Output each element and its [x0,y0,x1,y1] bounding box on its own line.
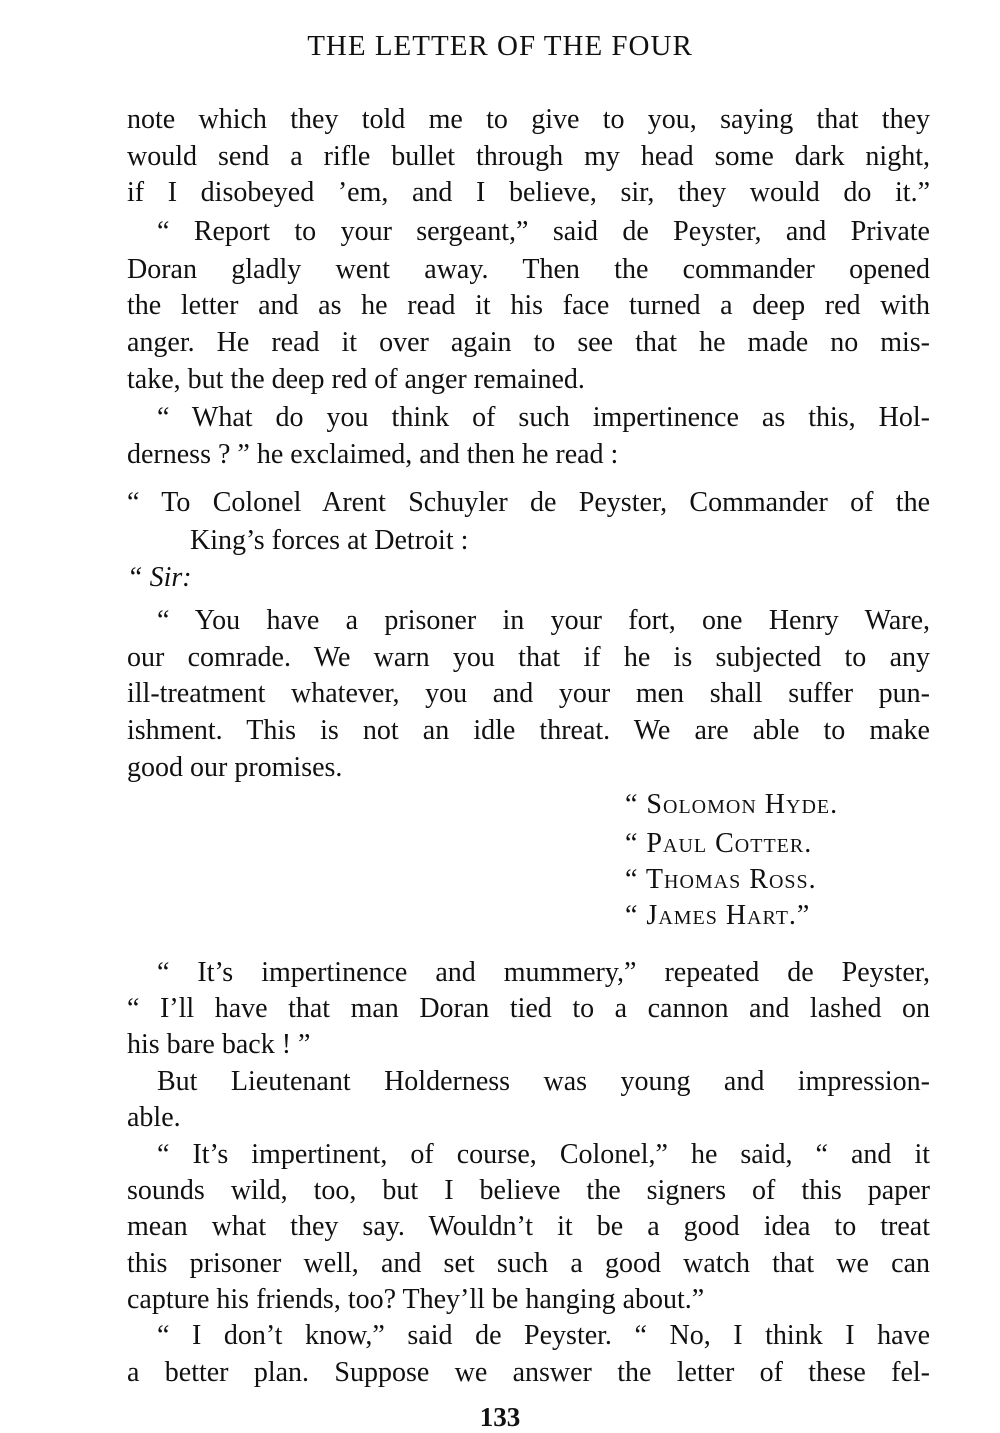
signature-line: “ Thomas Ross. [625,864,817,895]
text-line: our comrade. We warn you that if he is subjected to any [127,642,930,673]
text-line: “ Report to your sergeant,” said de Peyster, and Private [157,216,930,247]
text-line: Doran gladly went away. Then the commander opened [127,254,930,285]
text-line: “ What do you think of such impertinence as this, Hol- [157,402,930,433]
text-line: “ It’s impertinent, of course, Colonel,” he said, “ and it [157,1139,930,1170]
text-line: “ It’s impertinence and mummery,” repeated de Peyster, [157,957,930,988]
text-line: capture his friends, too? They’ll be hanging about.” [127,1284,705,1315]
text-line: able. [127,1102,181,1133]
text-line: King’s forces at Detroit : [190,525,469,556]
running-title: THE LETTER OF THE FOUR [307,30,693,62]
text-line: good our promises. [127,752,343,783]
text-line: anger. He read it over again to see that he made no mis- [127,327,930,358]
text-line: ill-treatment whatever, you and your men shall suffer pun- [127,678,930,709]
text-line: if I disobeyed ’em, and I believe, sir, they would do it.” [127,177,930,208]
text-line: derness ? ” he exclaimed, and then he read : [127,439,619,470]
text-line: note which they told me to give to you, saying that they [127,104,930,135]
page-number: 133 [479,1402,521,1432]
text-line: But Lieutenant Holderness was young and impression- [157,1066,930,1097]
text-line: “ You have a prisoner in your fort, one Henry Ware, [157,605,930,636]
signature-line: “ Paul Cotter. [625,828,813,859]
signature-line: “ Solomon Hyde. [625,789,839,820]
text-line: mean what they say. Wouldn’t it be a good idea to treat [127,1211,930,1242]
text-line: “ I’ll have that man Doran tied to a cannon and lashed on [127,993,930,1024]
text-line: sounds wild, too, but I believe the signers of this paper [127,1175,930,1206]
text-line: the letter and as he read it his face turned a deep red with [127,290,930,321]
text-line: his bare back ! ” [127,1029,311,1060]
text-line: “ I don’t know,” said de Peyster. “ No, I think I have [157,1320,930,1351]
text-line: take, but the deep red of anger remained. [127,364,585,395]
text-line: ishment. This is not an idle threat. We are able to make [127,715,930,746]
text-line: “ Sir: [127,562,192,593]
text-line: this prisoner well, and set such a good watch that we can [127,1248,930,1279]
text-line: “ To Colonel Arent Schuyler de Peyster, Commander of the [127,487,930,518]
signature-line: “ James Hart.” [625,900,811,931]
text-line: a better plan. Suppose we answer the letter of these fel- [127,1357,930,1388]
text-line: would send a rifle bullet through my head some dark night, [127,141,930,172]
